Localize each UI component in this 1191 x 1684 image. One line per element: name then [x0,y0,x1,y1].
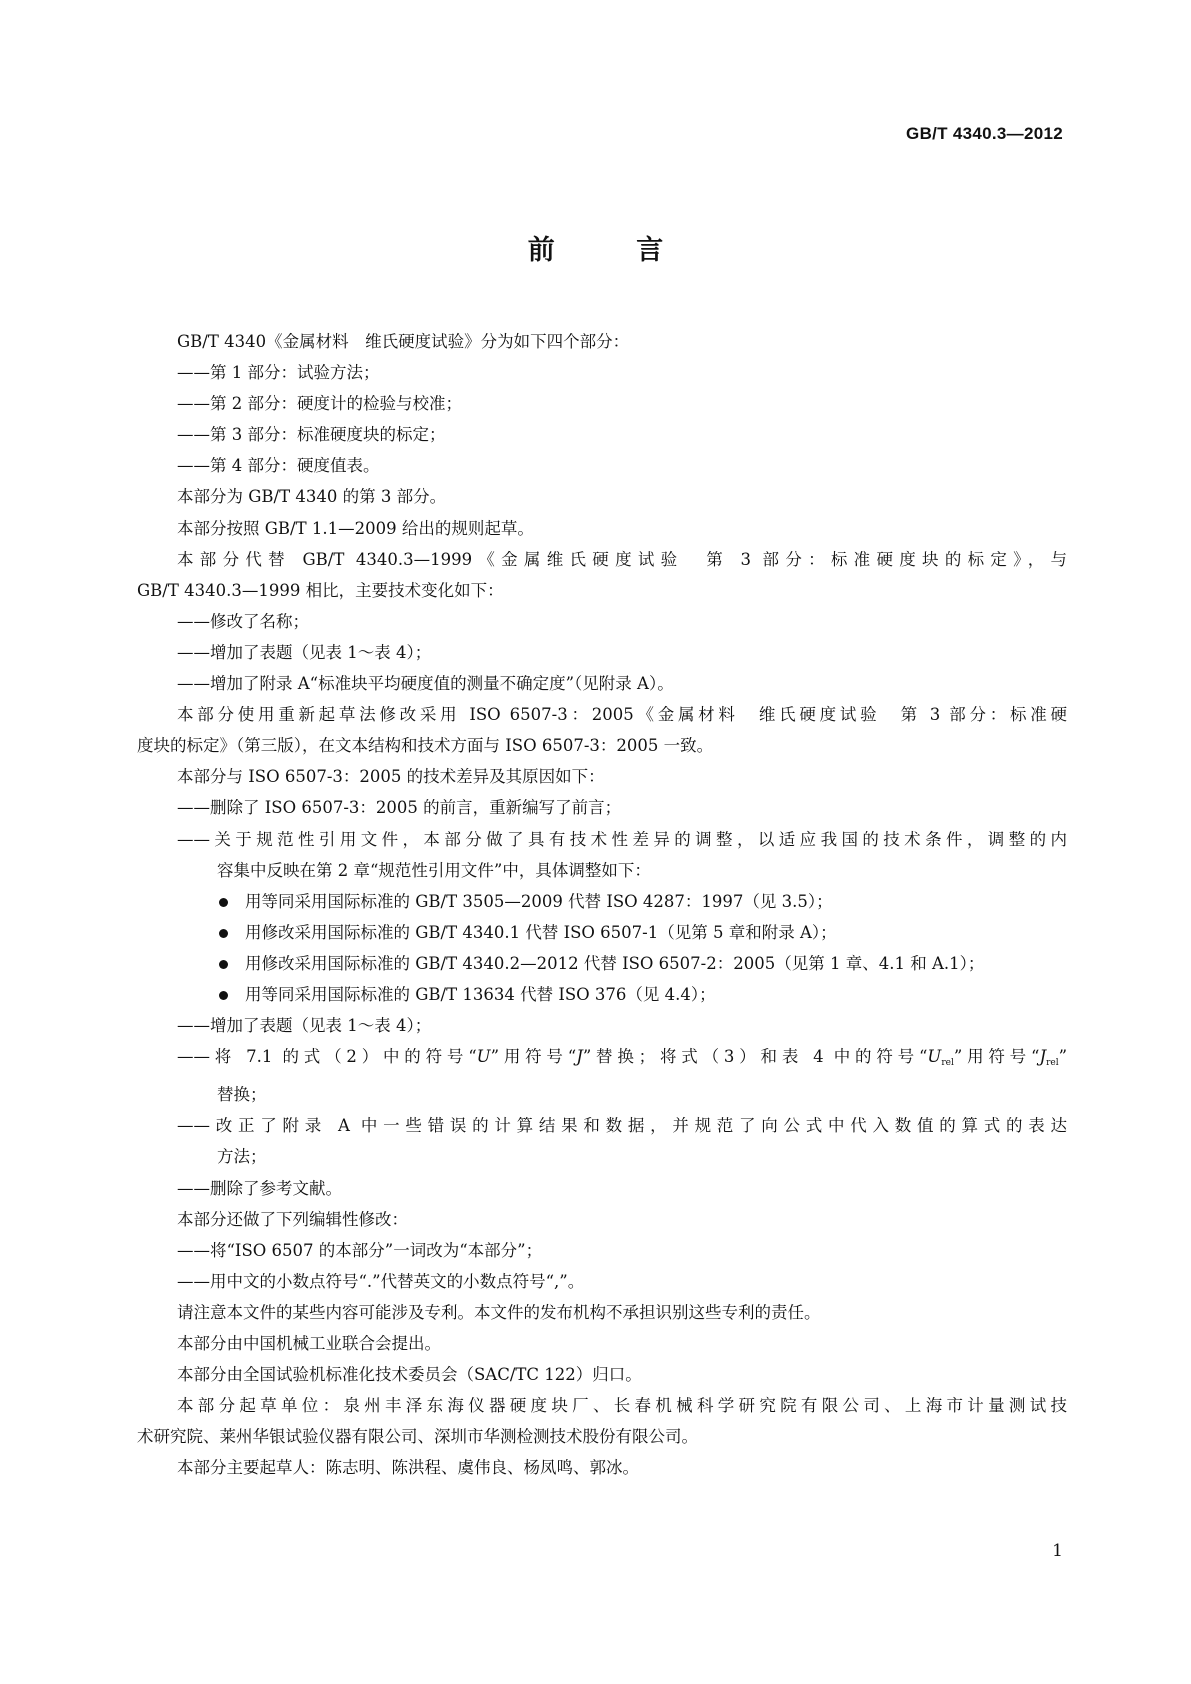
paragraph: 本部分起草单位：泉州丰泽东海仪器硬度块厂、长春机械科学研究院有限公司、上海市计量测试技 [177,1396,1067,1416]
bullet-item [137,886,1067,917]
symbol-J-rel: J [1039,1047,1047,1067]
page-number: 1 [1052,1541,1063,1561]
paragraph-continuation: GB/T 4340.3—1999 相比，主要技术变化如下： [137,580,504,600]
list-item-continuation: 容集中反映在第 2 章“规范性引用文件”中，具体调整如下： [217,860,651,880]
page-title: 前 言 [527,235,700,266]
paragraph: 本部分为 GB/T 4340 的第 3 部分。 [177,487,447,507]
list-item-symbol-replacement [137,1041,1067,1079]
text-run: ”用符号“ [490,1047,577,1067]
list-item: ——改正了附录 A 中一些错误的计算结果和数据，并规范了向公式中代入数值的算式的表达 [177,1116,1067,1136]
subscript-rel: rel [1046,1058,1059,1069]
text-run: ”替换；将式（3）和表 4 中的符号“ [582,1047,928,1067]
standard-code: GB/T 4340.3—2012 [906,124,1063,143]
list-item: ——增加了附录 A“标准块平均硬度值的测量不确定度”（见附录 A）。 [177,674,674,694]
text-run: ” [1058,1047,1068,1067]
paragraph: 本部分使用重新起草法修改采用 ISO 6507-3：2005《金属材料 维氏硬度试验 第 3 部分：标准硬 [177,705,1067,725]
list-item: ——删除了 ISO 6507-3：2005 的前言，重新编写了前言； [177,798,622,818]
list-item: ——用中文的小数点符号“.”代替英文的小数点符号“,”。 [177,1271,585,1291]
list-item: ——第 1 部分：试验方法； [177,363,380,383]
bullet-item [137,917,1067,948]
paragraph: GB/T 4340《金属材料 维氏硬度试验》分为如下四个部分： [177,332,630,351]
bullet-text: 用修改采用国际标准的 GB/T 4340.1 代替 ISO 6507-1（见第 5 章和附录 A）； [245,922,837,942]
foreword-body [137,326,1067,1483]
symbol-U: U [476,1047,491,1067]
list-item: ——删除了参考文献。 [177,1178,342,1198]
list-item-continuation: 替换； [217,1085,267,1105]
bullet-icon [219,991,228,1000]
paragraph: 本部分按照 GB/T 1.1—2009 给出的规则起草。 [177,518,534,538]
symbol-J: J [576,1047,583,1067]
symbol-U-rel: U [927,1047,942,1067]
list-item: ——第 4 部分：硬度值表。 [177,456,380,476]
paragraph: 本部分由全国试验机标准化技术委员会（SAC/TC 122）归口。 [177,1365,642,1385]
list-item: ——第 2 部分：硬度计的检验与校准； [177,394,462,414]
paragraph: 本部分代替 GB/T 4340.3—1999《金属维氏硬度试验 第 3 部分：标准硬度块的标定》，与 [177,549,1067,569]
list-item-continuation: 方法； [217,1147,267,1167]
text-run: ”用符号“ [953,1047,1040,1067]
list-item: ——增加了表题（见表 1～表 4）； [177,1016,432,1036]
paragraph: 本部分与 ISO 6507-3：2005 的技术差异及其原因如下： [177,767,605,787]
list-item: ——关于规范性引用文件，本部分做了具有技术性差异的调整，以适应我国的技术条件，调整的内 [177,829,1067,849]
list-item: ——修改了名称； [177,611,309,631]
list-item: ——将“ISO 6507 的本部分”一词改为“本部分”； [177,1240,543,1260]
bullet-text: 用修改采用国际标准的 GB/T 4340.2—2012 代替 ISO 6507-2：2005（见第 1 章、4.1 和 A.1）； [245,953,985,973]
bullet-item [137,948,1067,979]
list-item: ——第 3 部分：标准硬度块的标定； [177,425,446,445]
bullet-icon [219,929,228,938]
paragraph: 请注意本文件的某些内容可能涉及专利。本文件的发布机构不承担识别这些专利的责任。 [177,1302,821,1322]
bullet-text: 用等同采用国际标准的 GB/T 13634 代替 ISO 376（见 4.4）； [245,984,716,1004]
paragraph: 本部分还做了下列编辑性修改： [177,1209,408,1229]
bullet-icon [219,898,228,907]
paragraph-continuation: 度块的标定》（第三版），在文本结构和技术方面与 ISO 6507-3：2005 一致。 [137,736,714,756]
subscript-rel: rel [941,1058,954,1069]
paragraph: 本部分由中国机械工业联合会提出。 [177,1334,441,1353]
bullet-text: 用等同采用国际标准的 GB/T 3505—2009 代替 ISO 4287：1997（见 3.5）； [245,891,833,911]
text-run: ——将 7.1 的式（2）中的符号“ [177,1047,477,1067]
bullet-icon [219,960,228,969]
list-item: ——增加了表题（见表 1～表 4）； [177,642,432,662]
paragraph-continuation: 术研究院、莱州华银试验仪器有限公司、深圳市华测检测技术股份有限公司。 [137,1427,698,1447]
bullet-item [137,979,1067,1010]
paragraph: 本部分主要起草人：陈志明、陈洪程、虞伟良、杨凤鸣、郭冰。 [177,1458,639,1478]
